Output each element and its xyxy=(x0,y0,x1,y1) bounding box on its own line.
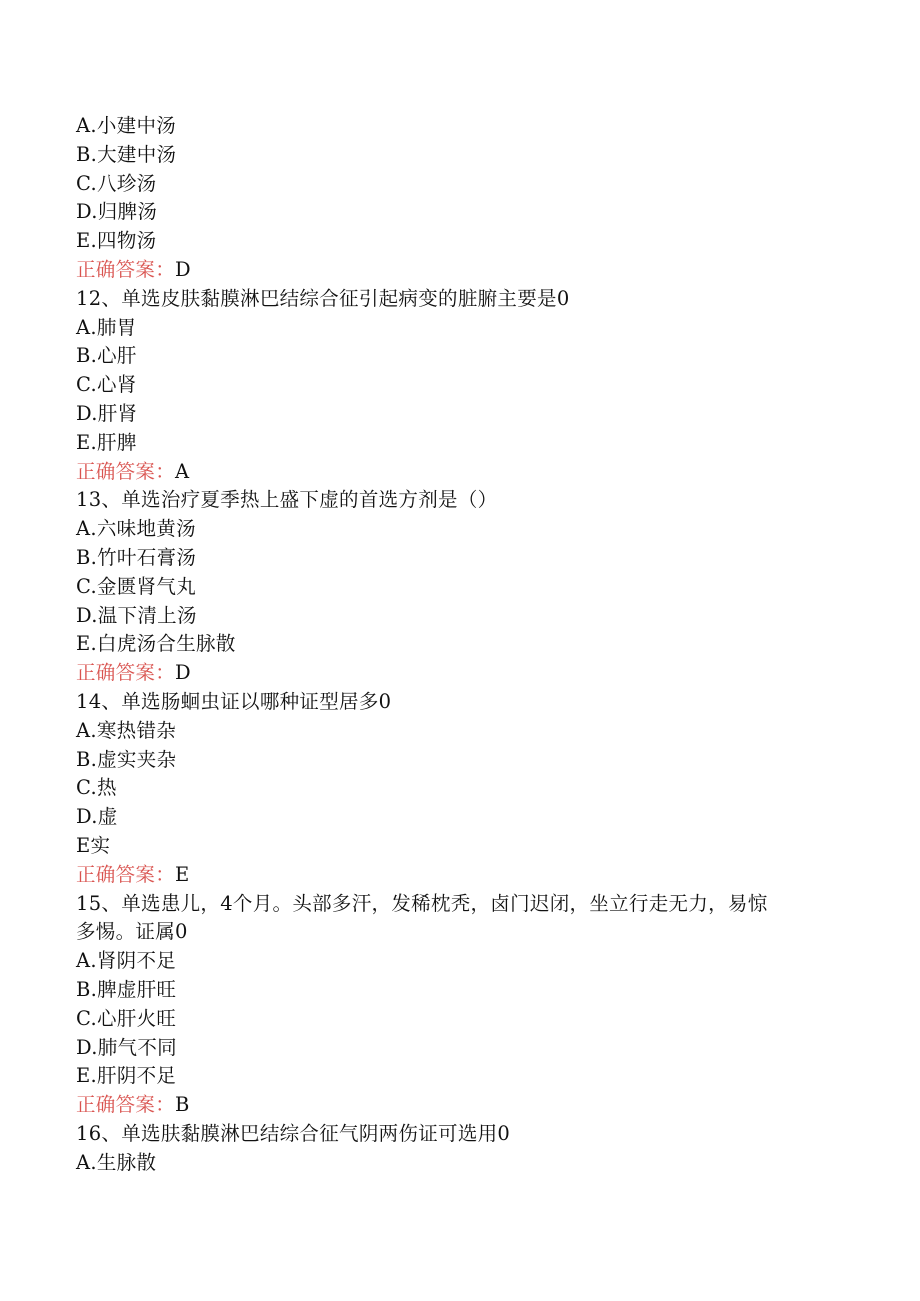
answer-option: E.白虎汤合生脉散 xyxy=(76,632,236,656)
answer-label: 正确答案： xyxy=(76,1093,176,1117)
answer-option: A.寒热错杂 xyxy=(76,718,177,742)
question-text: 多惕。证属0 xyxy=(76,920,188,944)
answer-label: 正确答案： xyxy=(76,459,176,483)
answer-option: E.四物汤 xyxy=(76,229,157,253)
answer-option: E实 xyxy=(76,833,111,857)
answer-option: B.大建中汤 xyxy=(76,142,177,166)
answer-option: C.心肾 xyxy=(76,373,137,397)
answer-option: B.虚实夹杂 xyxy=(76,747,177,771)
answer-label: 正确答案： xyxy=(76,257,176,281)
answer-option: C.金匮肾气丸 xyxy=(76,574,197,598)
answer-option: D.温下清上汤 xyxy=(76,603,197,627)
correct-answer-line xyxy=(76,256,856,285)
answer-option: D.归脾汤 xyxy=(76,200,158,224)
answer-option: D.虚 xyxy=(76,805,118,829)
answer-option: E.肝阴不足 xyxy=(76,1064,177,1088)
answer-option: E.肝脾 xyxy=(76,430,137,454)
correct-answer-line xyxy=(76,861,856,890)
answer-option: C.心肝火旺 xyxy=(76,1006,177,1030)
question-text: 15、单选患儿，4个月。头部多汗，发稀枕秃，卤门迟闭，坐立行走无力，易惊 xyxy=(76,891,768,915)
answer-value: D xyxy=(175,661,191,685)
question-text: 16、单选肤黏膜淋巴结综合征气阴两伤证可选用0 xyxy=(76,1121,511,1145)
answer-option: B.竹叶石膏汤 xyxy=(76,545,197,569)
answer-option: C.八珍汤 xyxy=(76,171,157,195)
answer-option: A.肺胃 xyxy=(76,315,137,339)
answer-value: A xyxy=(175,459,190,483)
answer-value: B xyxy=(175,1093,190,1117)
question-text: 13、单选治疗夏季热上盛下虚的首选方剂是（） xyxy=(76,488,498,512)
answer-label: 正确答案： xyxy=(76,661,176,685)
correct-answer-line xyxy=(76,458,856,487)
correct-answer-line xyxy=(76,1091,856,1120)
answer-option: B.脾虚肝旺 xyxy=(76,977,177,1001)
correct-answer-line xyxy=(76,659,856,688)
answer-label: 正确答案： xyxy=(76,862,176,886)
document-content xyxy=(76,112,856,1177)
question-text: 14、单选肠蛔虫证以哪种证型居多0 xyxy=(76,689,392,713)
answer-option: A.肾阴不足 xyxy=(76,949,177,973)
question-text: 12、单选皮肤黏膜淋巴结综合征引起病变的脏腑主要是0 xyxy=(76,286,570,310)
answer-option: A.小建中汤 xyxy=(76,114,177,137)
answer-option: D.肝肾 xyxy=(76,401,138,425)
answer-value: D xyxy=(175,257,191,281)
answer-option: C.热 xyxy=(76,776,117,800)
answer-value: E xyxy=(175,862,190,886)
answer-option: D.肺气不同 xyxy=(76,1035,177,1059)
answer-option: B.心肝 xyxy=(76,344,137,368)
answer-option: A.六味地黄汤 xyxy=(76,517,196,541)
answer-option: A.生脉散 xyxy=(76,1150,157,1174)
